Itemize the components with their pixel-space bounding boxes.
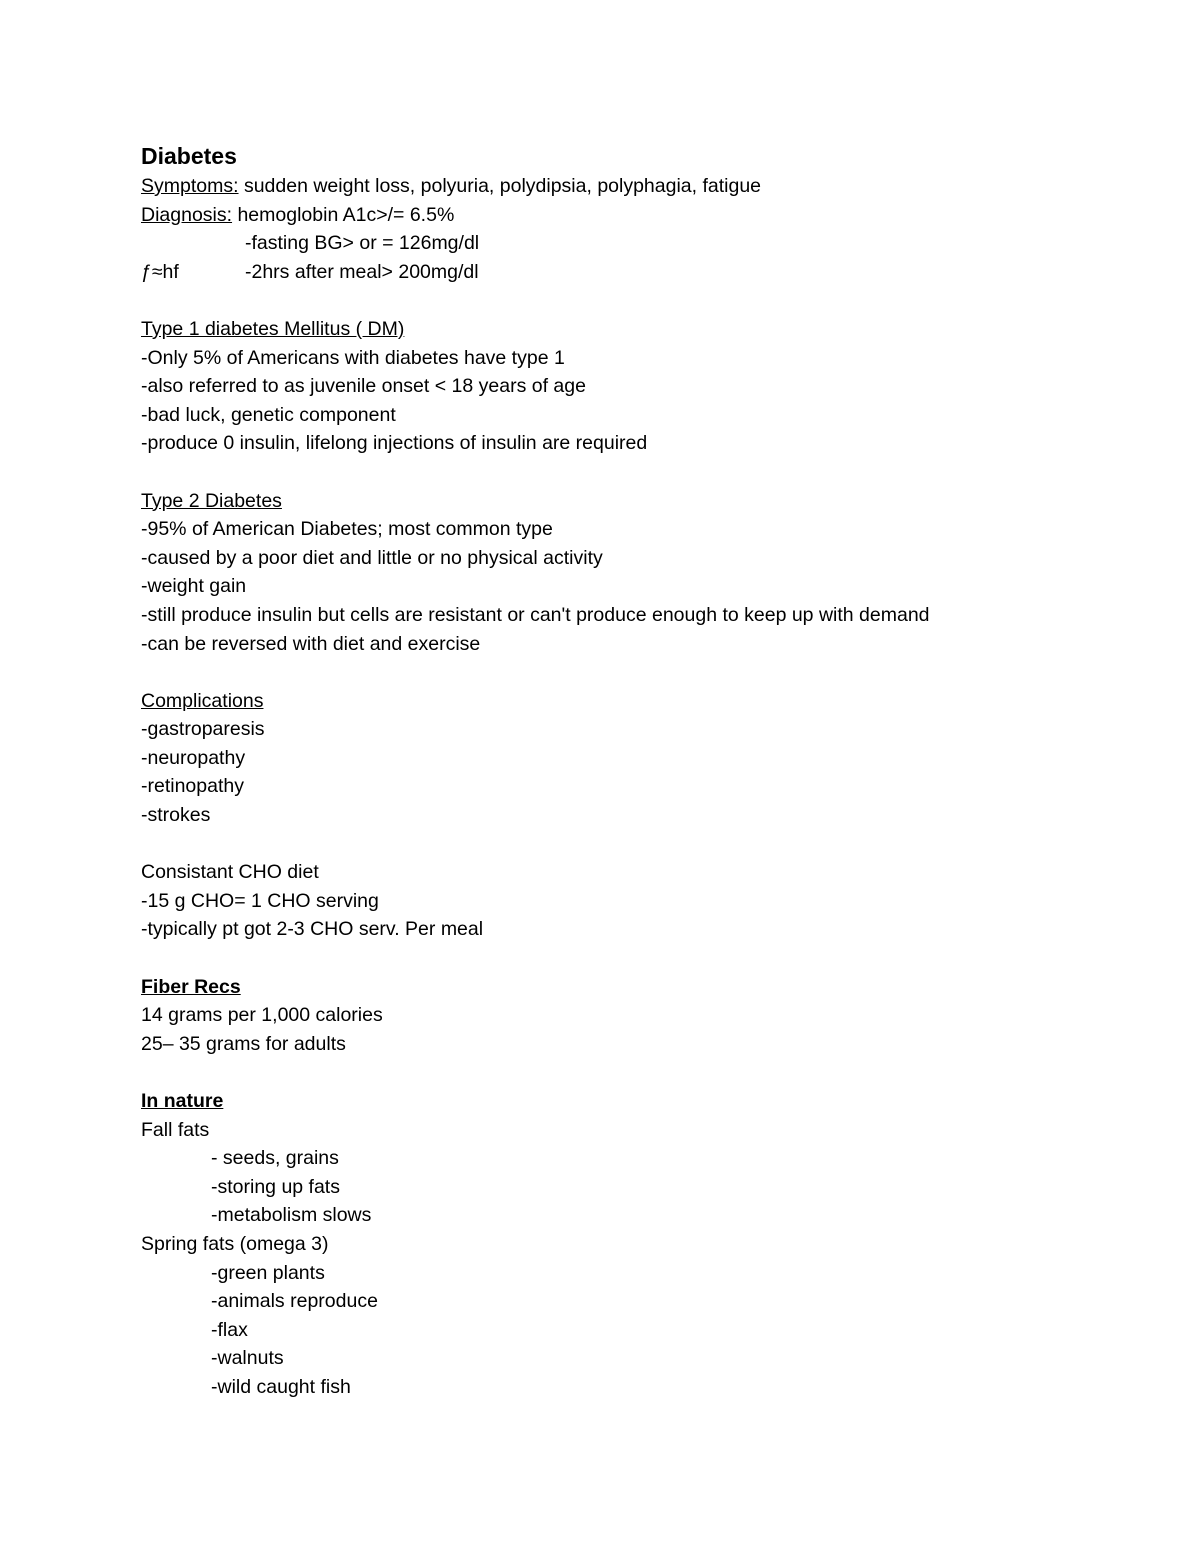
list-item: -metabolism slows: [211, 1204, 372, 1227]
complications-heading: Complications: [141, 689, 264, 712]
diagnosis-label: Diagnosis:: [141, 203, 233, 226]
diagnosis-line-3-prefix: ƒ≈hf: [141, 260, 179, 283]
list-item: -green plants: [211, 1261, 325, 1284]
list-item: -still produce insulin but cells are resistant or can't produce enough to keep up with demand: [141, 603, 930, 626]
type1-heading: Type 1 diabetes Mellitus ( DM): [141, 317, 405, 340]
spacer: [141, 1058, 1141, 1087]
list-item: -can be reversed with diet and exercise: [141, 632, 481, 655]
list-item: 25– 35 grams for adults: [141, 1032, 346, 1055]
cho-heading: Consistant CHO diet: [141, 861, 319, 884]
list-item: -typically pt got 2-3 CHO serv. Per meal: [141, 918, 484, 941]
document-title: Diabetes: [141, 143, 237, 169]
list-item: 14 grams per 1,000 calories: [141, 1004, 383, 1027]
diagnosis-line: [141, 201, 1141, 230]
symptoms-text: sudden weight loss, polyuria, polydipsia, polyphagia, fatigue: [238, 175, 762, 197]
list-item: -weight gain: [141, 575, 247, 598]
list-item: -strokes: [141, 804, 211, 827]
list-item: - seeds, grains: [211, 1147, 339, 1170]
list-item: -walnuts: [211, 1347, 284, 1370]
list-item: -animals reproduce: [211, 1290, 378, 1313]
spacer: [141, 458, 1141, 487]
list-item: -95% of American Diabetes; most common type: [141, 518, 553, 541]
list-item: -neuropathy: [141, 746, 246, 769]
list-item: -wild caught fish: [211, 1375, 351, 1398]
spacer: [141, 286, 1141, 315]
list-item: -also referred to as juvenile onset < 18 years of age: [141, 375, 586, 398]
fall-fats-label: Fall fats: [141, 1118, 210, 1141]
document-page: [141, 141, 1141, 1402]
list-item: -caused by a poor diet and little or no physical activity: [141, 546, 603, 569]
list-item: -flax: [211, 1318, 248, 1341]
list-item: -bad luck, genetic component: [141, 403, 396, 426]
spring-fats-label: Spring fats (omega 3): [141, 1232, 329, 1255]
spacer: [141, 944, 1141, 973]
symptoms-line: [141, 172, 1141, 201]
fiber-heading: Fiber Recs: [141, 975, 241, 998]
type2-heading: Type 2 Diabetes: [141, 489, 282, 512]
diagnosis-text: hemoglobin A1c>/= 6.5%: [232, 203, 455, 226]
symptoms-label: Symptoms:: [141, 175, 239, 197]
list-item: -Only 5% of Americans with diabetes have type 1: [141, 346, 565, 369]
nature-heading: In nature: [141, 1090, 224, 1112]
diagnosis-line-3-text: -2hrs after meal> 200mg/dl: [245, 260, 479, 283]
diagnosis-line-2: -fasting BG> or = 126mg/dl: [245, 232, 480, 255]
diagnosis-line-3: [141, 258, 1141, 287]
list-item: -retinopathy: [141, 775, 244, 798]
list-item: -produce 0 insulin, lifelong injections of insulin are required: [141, 432, 648, 455]
list-item: -gastroparesis: [141, 718, 265, 741]
list-item: -15 g CHO= 1 CHO serving: [141, 889, 379, 912]
spacer: [141, 830, 1141, 859]
spacer: [141, 658, 1141, 687]
list-item: -storing up fats: [211, 1175, 340, 1198]
